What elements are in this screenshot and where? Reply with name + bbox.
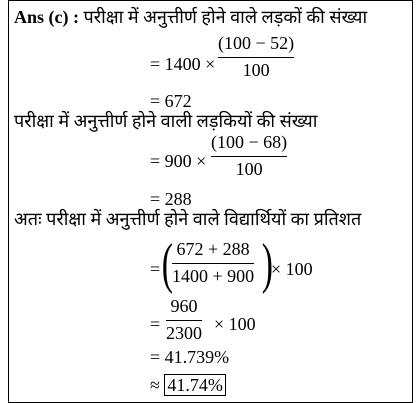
eq3-fraction-bar	[172, 263, 254, 264]
eq2-result: = 288	[150, 189, 192, 209]
eq1-fraction	[218, 34, 294, 81]
eq3-left-paren: (	[161, 233, 173, 295]
eq2-numerator: (100 − 68)	[211, 132, 288, 152]
boys-failed-heading: परीक्षा में अनुत्तीर्ण होने वाले लड़कों की संख्या	[83, 7, 368, 27]
eq3-suffix: × 100	[271, 259, 313, 279]
eq3-fraction	[172, 240, 254, 287]
eq1-fraction-bar	[218, 57, 294, 58]
eq4-numerator: 960	[170, 296, 198, 316]
eq4-denominator: 2300	[166, 322, 202, 343]
eq3-numerator: 672 + 288	[176, 239, 250, 259]
eq1-numerator: (100 − 52)	[218, 33, 295, 53]
eq2-fraction	[211, 133, 287, 180]
eq4-suffix: × 100	[214, 314, 256, 334]
percentage-heading: अतः परीक्षा में अनुत्तीर्ण होने वाले विद्यार्थियों का प्रतिशत	[14, 209, 362, 229]
eq4-fraction	[166, 297, 202, 344]
eq3-denominator: 1400 + 900	[172, 265, 255, 286]
eq6-line	[150, 376, 226, 394]
eq2-prefix: = 900 ×	[150, 151, 207, 171]
eq3-right-paren: )	[261, 233, 273, 295]
eq1-result: = 672	[150, 91, 192, 111]
eq2-fraction-bar	[211, 156, 287, 157]
answer-label: Ans (c) :	[14, 7, 79, 27]
eq4-prefix: =	[150, 314, 161, 334]
eq2-denominator: 100	[235, 158, 263, 179]
eq1-prefix: = 1400 ×	[150, 54, 216, 74]
line-1	[14, 8, 367, 26]
eq3-prefix: =	[150, 259, 161, 279]
eq5-result: = 41.739%	[150, 347, 230, 367]
approx-symbol: ≈	[150, 375, 160, 395]
final-answer-box: 41.74%	[164, 374, 226, 396]
eq1-denominator: 100	[242, 59, 270, 80]
girls-failed-heading: परीक्षा में अनुत्तीर्ण होने वाली लड़कियों की संख्या	[14, 111, 318, 131]
eq4-fraction-bar	[166, 320, 202, 321]
